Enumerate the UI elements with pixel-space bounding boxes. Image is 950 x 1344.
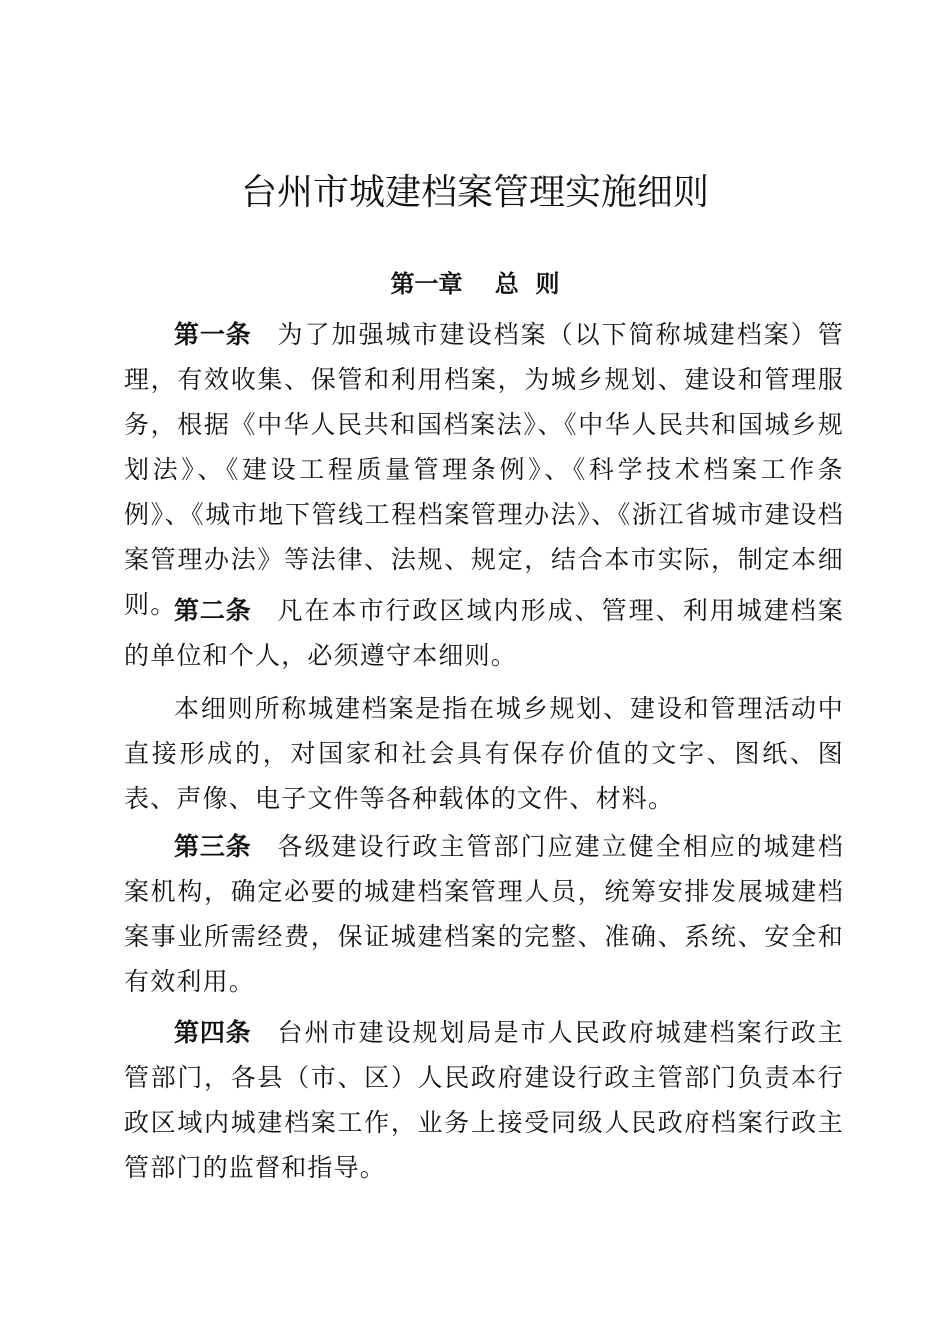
article-text: 凡在本市行政区域内形成、管理、利用城建档案的单位和个人，必须遵守本细则。 bbox=[124, 596, 844, 670]
article-2 bbox=[124, 588, 844, 678]
article-2-definition bbox=[124, 686, 844, 821]
article-label: 第二条 bbox=[174, 596, 252, 625]
chapter-title: 第一章 总 则 bbox=[390, 270, 560, 298]
article-text: 台州市建设规划局是市人民政府城建档案行政主管部门，各县（市、区）人民政府建设行政主管部门负责本行政区域内城建档案工作，业务上接受同级人民政府档案行政主管部门的监督和指导。 bbox=[124, 1018, 844, 1182]
article-4 bbox=[124, 1010, 844, 1190]
article-1 bbox=[124, 312, 844, 627]
article-3 bbox=[124, 824, 844, 1004]
article-text: 各级建设行政主管部门应建立健全相应的城建档案机构，确定必要的城建档案管理人员，统筹安排发展城建档案事业所需经费，保证城建档案的完整、准确、系统、安全和有效利用。 bbox=[124, 832, 844, 996]
article-label: 第一条 bbox=[174, 320, 252, 349]
paragraph-text: 本细则所称城建档案是指在城乡规划、建设和管理活动中直接形成的，对国家和社会具有保存价值的文字、图纸、图表、声像、电子文件等各种载体的文件、材料。 bbox=[124, 694, 844, 813]
article-label: 第三条 bbox=[174, 832, 252, 861]
document-title: 台州市城建档案管理实施细则 bbox=[240, 172, 709, 213]
article-label: 第四条 bbox=[174, 1018, 252, 1047]
article-text: 为了加强城市建设档案（以下简称城建档案）管理，有效收集、保管和利用档案，为城乡规划、建设和管理服务，根据《中华人民共和国档案法》、《中华人民共和国城乡规划法》、《建设工程质量管理条例》、《科学技术档案工作条例》、《城市地下管线工程档案管理办法》、《浙江省城市建设档案管理办法》等法律、法规、规定，结合本市实际，制定本细则。 bbox=[124, 320, 844, 619]
